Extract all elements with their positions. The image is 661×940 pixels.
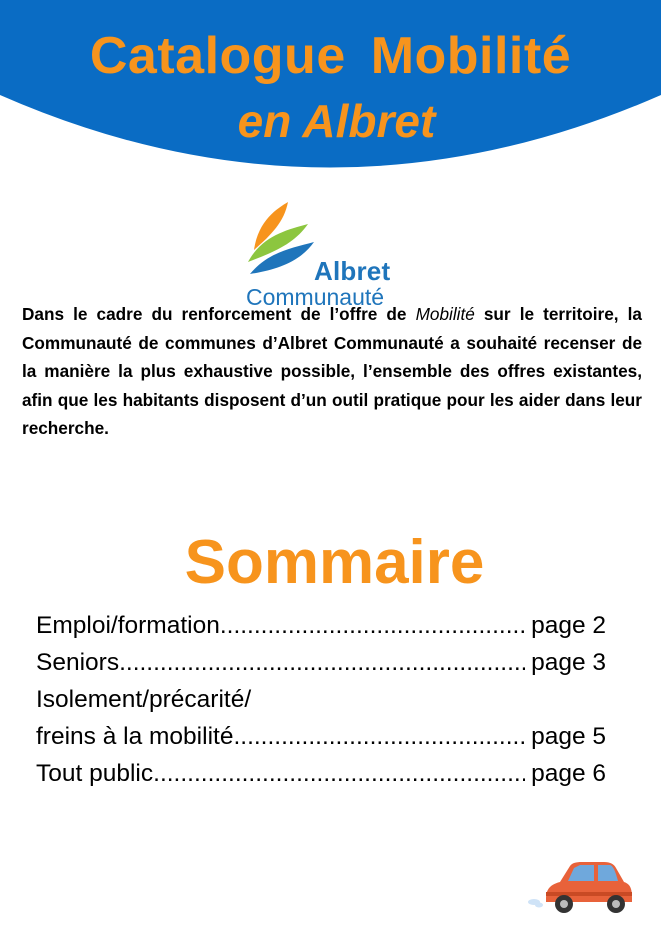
toc-entry: Isolement/précarité/	[36, 686, 252, 713]
toc-entry: Tout public ..... page 6	[36, 760, 606, 797]
catalogue-subtitle: en Albret	[237, 95, 436, 147]
logo-name-line2: Communauté	[246, 284, 385, 310]
logo-name-line1: Albret	[314, 256, 391, 286]
toc-entry: Emploi/formation ..... page 2	[36, 612, 606, 649]
table-of-contents	[36, 612, 606, 797]
toc-entry: Seniors ..... page 3	[36, 649, 606, 686]
intro-paragraph: Dans le cadre du renforcement de l’offre de Mobilité sur le territoire, la Communauté de communes d’Albret Communauté a souhaité recenser de la manière la plus exhaustive possible, l’ensemble des offres existantes, afin que les habitants disposent d’un outil pratique pour les aider dans leur recherche.	[22, 304, 642, 439]
car-icon	[524, 858, 634, 918]
albret-communaute-logo	[244, 200, 406, 312]
summary-title: Sommaire	[184, 528, 485, 597]
logo-leaf-icon	[244, 200, 316, 280]
catalogue-title: Catalogue Mobilité	[89, 27, 572, 85]
toc-entry: freins à la mobilité ..... page 5	[36, 723, 606, 760]
